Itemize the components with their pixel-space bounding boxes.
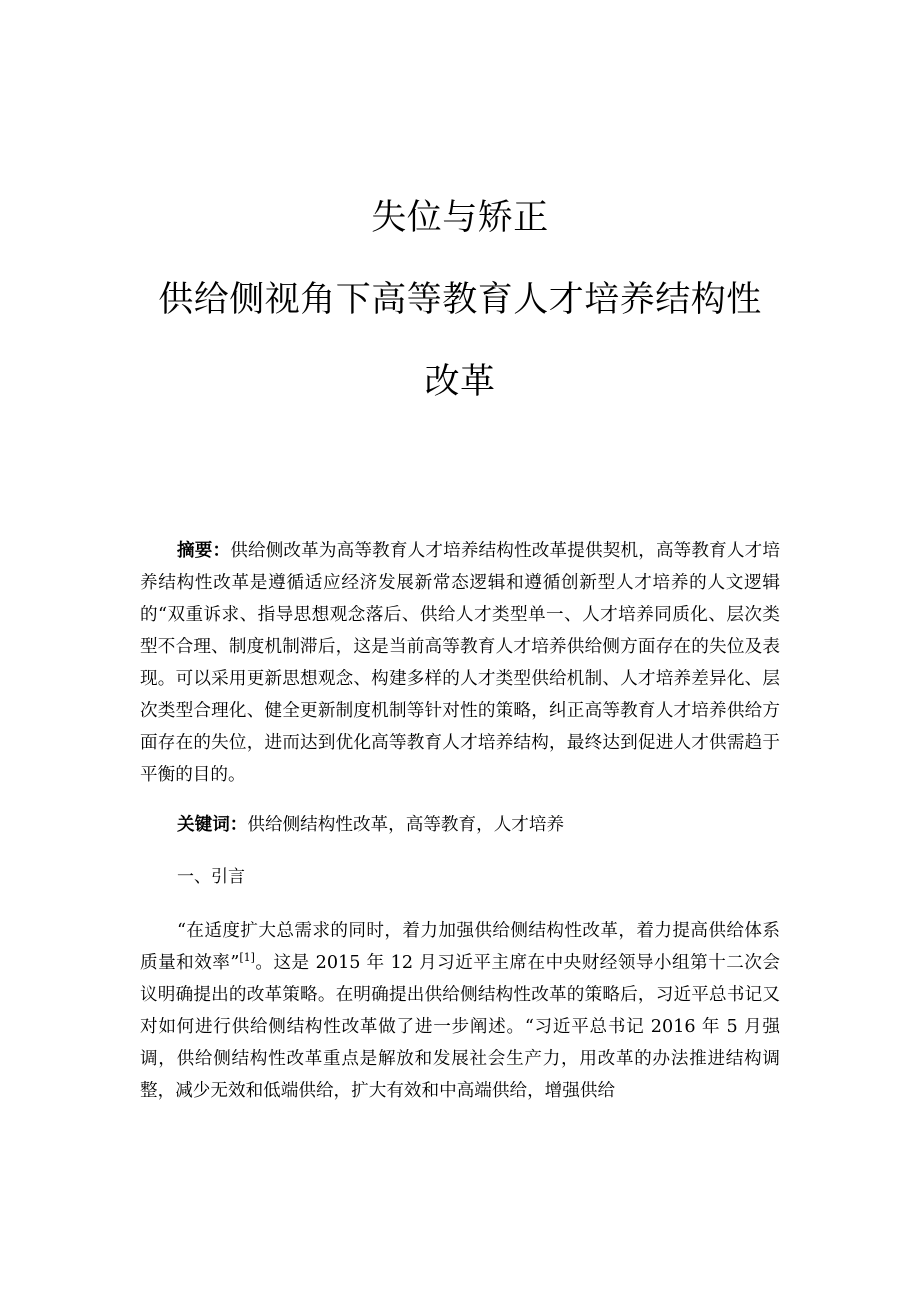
keywords-paragraph — [140, 809, 780, 841]
abstract-paragraph — [140, 535, 780, 791]
section-heading-introduction: 一、引言 — [177, 867, 245, 887]
citation-ref: [1] — [239, 951, 255, 965]
title-line-1: 失位与矫正 — [371, 198, 549, 238]
intro-text-before-ref: “在适度扩大总需求的同时，着力加强供给侧结构性改革，着力提高供给体系质量和效率” — [140, 921, 780, 973]
keywords-label: 关键词： — [177, 815, 248, 835]
title-line-3: 改革 — [424, 362, 496, 402]
introduction-paragraph — [140, 915, 780, 1107]
document-title — [120, 188, 800, 434]
title-line-2: 供给侧视角下高等教育人才培养结构性 — [158, 280, 762, 320]
keywords-text: 供给侧结构性改革，高等教育，人才培养 — [247, 815, 565, 835]
abstract-label: 摘要： — [177, 541, 231, 561]
intro-text-after-ref: 。这是 2015 年 12 月习近平主席在中央财经领导小组第十二次会议明确提出的改革策略。在明确提出供给侧结构性改革的策略后，习近平总书记又对如何进行供给侧结构性改革做了进一步阐述。“习近平总书记 2016 年 5 月强调，供给侧结构性改革重点是解放和发展社会生产力，用改革的办法推进结构调整，减少无效和低端供给，扩大有效和中高端供给，增强供给 — [140, 953, 780, 1101]
abstract-text: 供给侧改革为高等教育人才培养结构性改革提供契机，高等教育人才培养结构性改革是遵循适应经济发展新常态逻辑和遵循创新型人才培养的人文逻辑的“双重诉求、指导思想观念落后、供给人才类型单一、人才培养同质化、层次类型不合理、制度机制滞后，这是当前高等教育人才培养供给侧方面存在的失位及表现。可以采用更新思想观念、构建多样的人才类型供给机制、人才培养差异化、层次类型合理化、健全更新制度机制等针对性的策略，纠正高等教育人才培养供给方面存在的失位，进而达到优化高等教育人才培养结构，最终达到促进人才供需趋于平衡的目的。 — [140, 541, 780, 785]
document-body — [140, 535, 780, 1107]
